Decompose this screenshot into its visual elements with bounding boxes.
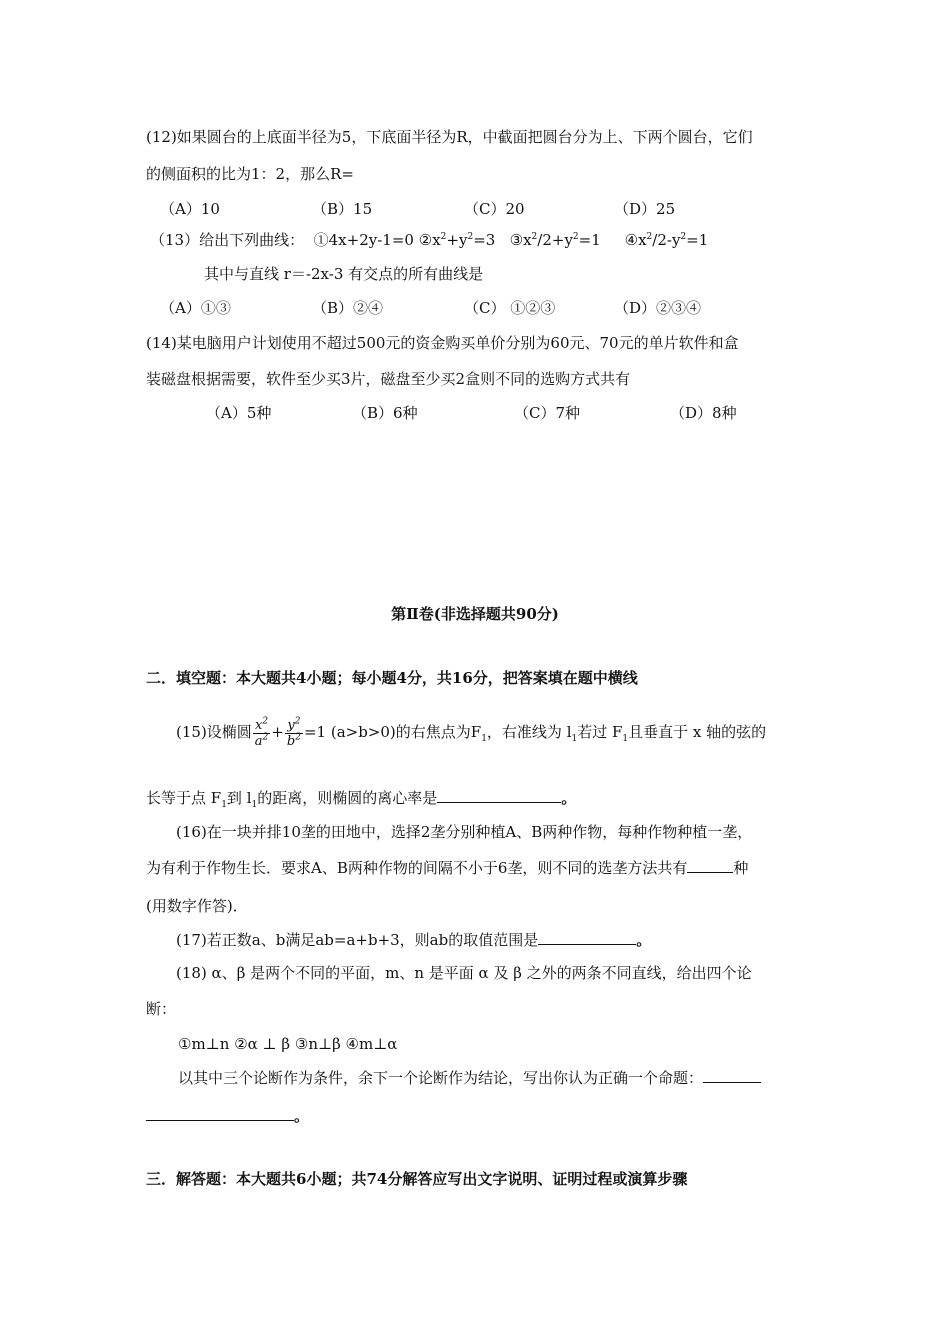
q12-option-c: （C）20: [464, 200, 525, 218]
q18-answer-blank-1[interactable]: [703, 1070, 761, 1083]
q16-line2: 为有利于作物生长．要求A、B两种作物的间隔不小于6垄，则不同的选垄方法共有 种: [146, 859, 749, 877]
q14-option-b: （B）6种: [352, 404, 418, 422]
q12-option-a: （A）10: [160, 200, 220, 218]
q15-equals: =1: [303, 723, 327, 741]
q14-line2: 装磁盘根据需要，软件至少买3片，磁盘至少买2盒则不同的选购方式共有: [146, 370, 631, 388]
q13-line2: 其中与直线 r＝-2x-3 有交点的所有曲线是: [204, 265, 484, 283]
section2-heading: 二．填空题：本大题共4小题；每小题4分，共16分，把答案填在题中横线: [146, 669, 638, 687]
q18-line1: (18) α、β 是两个不同的平面，m、n 是平面 α 及 β 之外的两条不同直线，给出四个论: [176, 964, 752, 982]
q16-line3: (用数字作答)．: [146, 897, 248, 915]
q13-curve-4: $④x^2/2-y^2=1$: [624, 231, 709, 249]
q17-line: (17)若正数a、b满足ab=a+b+3，则ab的取值范围是 。: [176, 931, 652, 949]
q12-option-d: （D）25: [614, 200, 676, 218]
q16-answer-blank[interactable]: [687, 860, 733, 873]
q18-line4: 以其中三个论断作为条件，余下一个论断作为结论，写出你认为正确一个命题：: [178, 1068, 761, 1088]
q16-line1: (16)在一块并排10垄的田地中，选择2垄分别种植A、B两种作物，每种作物种植一垄，: [176, 823, 753, 841]
q15-fraction-x: $\frac{x^2}{a^2}$: [254, 716, 269, 749]
q15-fraction-y: $\frac{y^2}{b^2}$: [286, 716, 301, 749]
q12-line1: (12)如果圆台的上底面半径为5，下底面半径为R，中截面把圆台分为上、下两个圆台，它们: [146, 128, 753, 146]
q13-line1: [150, 230, 708, 250]
q12-line2: 的侧面积的比为1：2，那么R=: [146, 165, 354, 183]
q15-prefix: (15)设椭圆: [176, 723, 252, 741]
q14-option-a: （A）5种: [206, 404, 272, 422]
q17-answer-blank[interactable]: [538, 932, 636, 945]
q13-curve-2: $②x^2+y^2=3$: [418, 231, 496, 249]
q13-option-d: （D）②③④: [614, 299, 702, 317]
q18-line3: ①m⊥n ②α ⊥ β ③n⊥β ④m⊥α: [178, 1035, 398, 1053]
q14-option-c: （C）7种: [514, 404, 581, 422]
q14-line1: (14)某电脑用户计划使用不超过500元的资金购买单价分别为60元、70元的单片软件和盒: [146, 334, 739, 352]
q13-prefix: （13）给出下列曲线：: [150, 231, 305, 249]
q12-option-b: （B）15: [312, 200, 373, 218]
q13-option-c: （C） ①②③: [464, 299, 556, 317]
q15-line2: 长等于点 $F_1$到 $l_1$的距离，则椭圆的离心率是 。: [146, 789, 577, 810]
q13-option-a: （A）①③: [160, 299, 231, 317]
q18-line2: 断：: [146, 1000, 177, 1018]
q13-curve-3: $③x^2/2+y^2=1$: [509, 231, 601, 249]
section3-heading: 三．解答题：本大题共6小题；共74分解答应写出文字说明、证明过程或演算步骤: [146, 1170, 688, 1188]
q18-answer-blank-2[interactable]: [146, 1108, 294, 1121]
q15-answer-blank[interactable]: [437, 790, 561, 803]
q18-line5: 。: [146, 1106, 309, 1126]
q13-curve-1: ①4x+2y-1=0: [313, 231, 414, 249]
part2-title: 第Ⅱ卷(非选择题共90分): [391, 605, 559, 623]
q15-line1: (15)设椭圆 $\frac{x^2}{a^2}$ + $\frac{y^2}{b^2}$ =1 (a>b>0)的右焦点为$F_1$，右准线为 $l_1$若过 $F_1$且垂直于 x 轴的弦的: [176, 716, 767, 749]
q14-option-d: （D）8种: [670, 404, 737, 422]
q13-option-b: （B）②④: [312, 299, 384, 317]
